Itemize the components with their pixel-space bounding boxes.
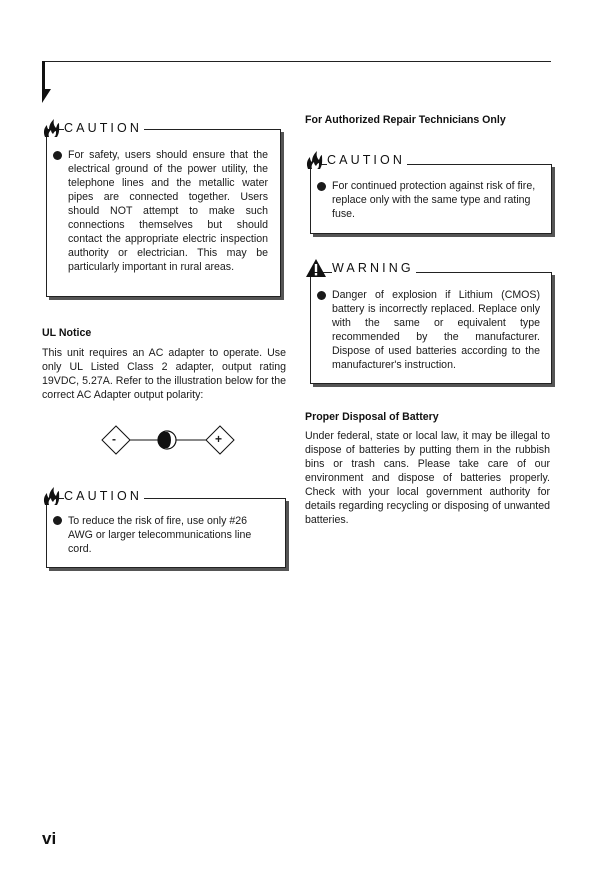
caution-notice-fuse — [305, 150, 551, 236]
battery-disposal-title: Proper Disposal of Battery — [305, 411, 439, 423]
flame-hand-icon — [42, 486, 61, 506]
repair-technicians-title: For Authorized Repair Technicians Only — [305, 114, 506, 126]
flame-hand-icon — [42, 118, 61, 138]
caution-notice-safety — [42, 118, 280, 298]
warning-text: Danger of explosion if Lithium (CMOS) battery is incorrectly replaced. Replace only with the same or equivalent type recommended by the manufacturer. Dispose of used batteries according to the manufacturer's instruction. — [332, 289, 540, 371]
warning-notice-battery — [305, 258, 551, 386]
caution-label: CAUTION — [64, 489, 142, 503]
bullet-icon — [317, 291, 326, 300]
caution-text: To reduce the risk of fire, use only #26 AWG or larger telecommunications line cord. — [68, 515, 252, 555]
caution-label: CAUTION — [64, 121, 142, 135]
page-number: vi — [42, 829, 57, 848]
bullet-icon — [53, 151, 62, 160]
polarity-minus: - — [112, 432, 116, 446]
caution-headline-rule — [409, 164, 550, 165]
caution-headline-rule — [142, 129, 279, 130]
caution-headline-rule — [146, 498, 284, 499]
flame-hand-icon — [305, 150, 324, 170]
exclamation-triangle-icon — [305, 258, 327, 278]
battery-disposal-text: Under federal, state or local law, it may be illegal to dispose of batteries by putting them in the rubbish bins or trash cans. Please take care of our environment and dispose of batteries properly. Check with your local government authority for details regarding recycling or disposing of unwanted batteries. — [305, 430, 550, 526]
warning-headline-rule — [425, 272, 550, 273]
ul-notice-text: This unit requires an AC adapter to operate. Use only UL Listed Class 2 adapter, output rating 19VDC, 5.27A. Refer to the illustration below for the correct AC Adapter output polarity: — [42, 347, 286, 401]
bullet-icon — [53, 516, 62, 525]
bullet-icon — [317, 182, 326, 191]
polarity-plus: + — [215, 432, 223, 446]
caution-label: CAUTION — [327, 153, 405, 167]
warning-label: WARNING — [332, 261, 414, 275]
corner-mark-icon — [42, 61, 51, 103]
header-rule — [42, 61, 551, 62]
caution-notice-line-cord — [42, 486, 286, 570]
caution-text: For safety, users should ensure that the electrical ground of the power utility, the telephone lines and the metallic water pipes are connected together. Users should NOT attempt to make such connections themselves but should contact the appropriate electric inspection authority or electrician. This may be particularly important in rural areas. — [68, 149, 268, 273]
ul-notice-title: UL Notice — [42, 327, 92, 339]
caution-text: For continued protection against risk of fire, replace only with the same type and rating fuse. — [332, 180, 536, 220]
